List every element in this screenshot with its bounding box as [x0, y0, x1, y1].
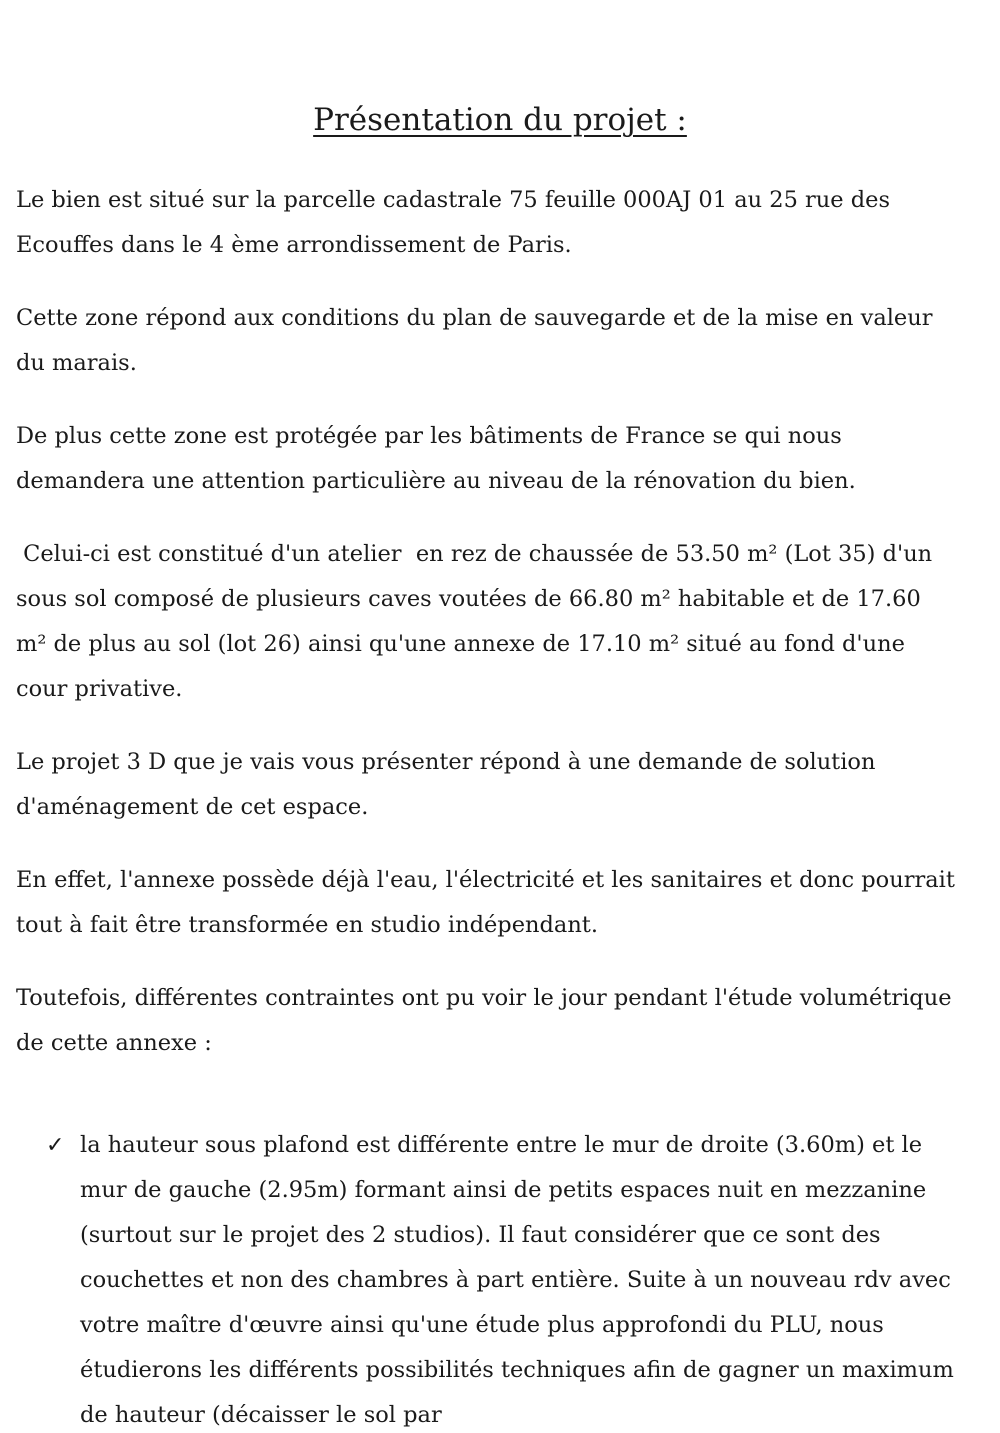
paragraph-zone: Cette zone répond aux conditions du plan de sauvegarde et de la mise en valeur du marais.	[16, 305, 933, 376]
paragraph-constraints: Toutefois, différentes contraintes ont pu voir le jour pendant l'étude volumétrique de cette annexe :	[16, 985, 952, 1056]
checklist-item	[46, 1123, 956, 1433]
paragraph-composition: Celui-ci est constitué d'un atelier en rez de chaussée de 53.50 m² (Lot 35) d'un sous sol composé de plusieurs caves voutées de 66.80 m² habitable et de 17.60 m² de plus au sol (lot 26) ainsi qu'une annexe de 17.10 m² situé au fond d'une cour privative.	[16, 541, 940, 702]
paragraph-location: Le bien est situé sur la parcelle cadastrale 75 feuille 000AJ 01 au 25 rue des Ecouffes dans le 4 ème arrondissement de Paris.	[16, 187, 891, 258]
constraints-checklist	[16, 1123, 956, 1433]
checkmark-icon: ✓	[46, 1133, 65, 1158]
page-title	[0, 98, 1000, 142]
paragraph-project: Le projet 3 D que je vais vous présenter répond à une demande de solution d'aménagement de cet espace.	[16, 749, 876, 820]
paragraph-annex: En effet, l'annexe possède déjà l'eau, l'électricité et les sanitaires et donc pourrait tout à fait être transformée en studio indépendant.	[16, 867, 955, 938]
document-body	[16, 178, 956, 1433]
paragraph-protection: De plus cette zone est protégée par les bâtiments de France se qui nous demandera une attention particulière au niveau de la rénovation du bien.	[16, 423, 856, 494]
page-title-text: Présentation du projet :	[313, 102, 687, 138]
checklist-item-text: la hauteur sous plafond est différente entre le mur de droite (3.60m) et le mur de gauche (2.95m) formant ainsi de petits espaces nuit en mezzanine (surtout sur le projet des 2 studios). Il faut considérer que ce sont des couchettes et non des chambres à part entière. Suite à un nouveau rdv avec votre maître d'œuvre ainsi qu'une étude plus approfondi du PLU, nous étudierons les différents possibilités techniques afin de gagner un maximum de hauteur (décaisser le sol par	[80, 1132, 954, 1428]
